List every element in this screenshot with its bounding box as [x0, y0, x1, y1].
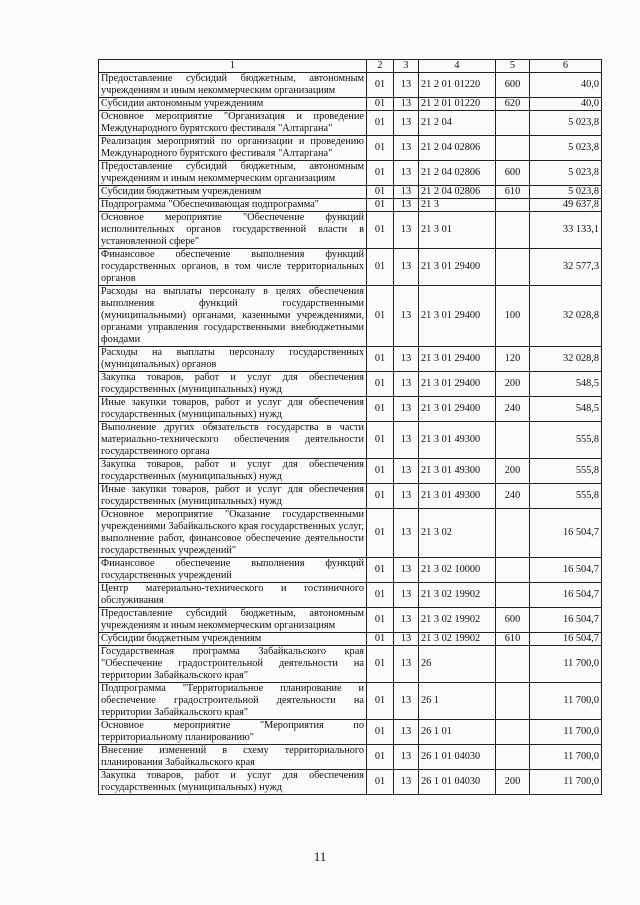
- table-row: [99, 98, 602, 111]
- row-target-code: 21 3 01 49300: [419, 484, 496, 509]
- row-amount: 40,0: [530, 73, 602, 98]
- row-target-code: 21 2 01 01220: [419, 98, 496, 111]
- row-expense-type: 610: [496, 186, 530, 199]
- row-expense-type: [496, 249, 530, 286]
- row-name: Предоставление субсидий бюджетным, автономным учреждениям и иным некоммерческим организациям: [99, 608, 367, 633]
- row-target-code: 26 1 01 04030: [419, 745, 496, 770]
- row-target-code: 21 3 01 49300: [419, 459, 496, 484]
- row-target-code: 21 3 01 29400: [419, 286, 496, 347]
- header-cell-pr: 3: [394, 60, 419, 73]
- row-name: Внесение изменений в схему территориального планирования Забайкальского края: [99, 745, 367, 770]
- row-target-code: 21 3 01 49300: [419, 422, 496, 459]
- table-row: [99, 683, 602, 720]
- row-name: Выполнение других обязательств государства в части материально-технического обеспечения деятельности государственного органа: [99, 422, 367, 459]
- row-name: Основное мероприятие "Оказание государственными учреждениями Забайкальского края государственных услуг, выполнение работ, финансовое обеспечение деятельности государственных учреждений": [99, 509, 367, 558]
- row-target-code: 21 2 04 02806: [419, 136, 496, 161]
- row-target-code: 21 3 02 19902: [419, 608, 496, 633]
- row-expense-type: 200: [496, 770, 530, 795]
- row-amount: 11 700,0: [530, 720, 602, 745]
- row-section: 01: [367, 583, 394, 608]
- header-cell-rz: 2: [367, 60, 394, 73]
- row-subsection: 13: [394, 111, 419, 136]
- row-section: 01: [367, 286, 394, 347]
- table-row: [99, 484, 602, 509]
- row-section: 01: [367, 509, 394, 558]
- row-name: Реализация мероприятий по организации и проведению Международного бурятского фестиваля "Алтаргана": [99, 136, 367, 161]
- table-row: [99, 136, 602, 161]
- row-target-code: 21 3: [419, 199, 496, 212]
- table-row: [99, 73, 602, 98]
- row-target-code: 26: [419, 646, 496, 683]
- table-row: [99, 186, 602, 199]
- table-row: [99, 459, 602, 484]
- row-section: 01: [367, 161, 394, 186]
- row-name: Расходы на выплаты персоналу государственных (муниципальных) органов: [99, 347, 367, 372]
- row-name: Основное мероприятие "Организация и проведение Международного бурятского фестиваля "Алтаргана": [99, 111, 367, 136]
- row-section: 01: [367, 372, 394, 397]
- row-name: Подпрограмма "Территориальное планирование и обеспечение градостроительной деятельности на территории Забайкальского края": [99, 683, 367, 720]
- row-name: Закупка товаров, работ и услуг для обеспечения государственных (муниципальных) нужд: [99, 770, 367, 795]
- row-subsection: 13: [394, 459, 419, 484]
- row-expense-type: [496, 646, 530, 683]
- row-subsection: 13: [394, 249, 419, 286]
- row-name: Субсидии автономным учреждениям: [99, 98, 367, 111]
- row-name: Расходы на выплаты персоналу в целях обеспечения выполнения функций государственными (муниципальными) органами, казенными учреждениями, органами управления государственными внебюджетными фондами: [99, 286, 367, 347]
- row-section: 01: [367, 608, 394, 633]
- row-amount: 555,8: [530, 459, 602, 484]
- budget-table: [98, 59, 602, 795]
- row-section: 01: [367, 745, 394, 770]
- header-row: [99, 60, 602, 73]
- header-cell-vr: 5: [496, 60, 530, 73]
- row-expense-type: [496, 199, 530, 212]
- row-amount: 16 504,7: [530, 608, 602, 633]
- row-expense-type: [496, 212, 530, 249]
- table-row: [99, 633, 602, 646]
- row-subsection: 13: [394, 161, 419, 186]
- table-row: [99, 608, 602, 633]
- row-section: 01: [367, 422, 394, 459]
- table-body: [99, 73, 602, 795]
- row-subsection: 13: [394, 136, 419, 161]
- row-expense-type: 600: [496, 608, 530, 633]
- header-cell-csr: 4: [419, 60, 496, 73]
- row-section: 01: [367, 186, 394, 199]
- row-section: 01: [367, 212, 394, 249]
- row-amount: 11 700,0: [530, 683, 602, 720]
- row-target-code: 21 3 02 19902: [419, 583, 496, 608]
- page-number: 11: [313, 849, 327, 864]
- row-subsection: 13: [394, 422, 419, 459]
- row-name: Иные закупки товаров, работ и услуг для обеспечения государственных (муниципальных) нужд: [99, 397, 367, 422]
- row-amount: 16 504,7: [530, 558, 602, 583]
- row-subsection: 13: [394, 683, 419, 720]
- row-expense-type: [496, 422, 530, 459]
- table-row: [99, 111, 602, 136]
- row-subsection: 13: [394, 98, 419, 111]
- row-expense-type: [496, 558, 530, 583]
- row-target-code: 21 3 02 19902: [419, 633, 496, 646]
- table-row: [99, 212, 602, 249]
- row-amount: 32 028,8: [530, 286, 602, 347]
- table-row: [99, 199, 602, 212]
- row-subsection: 13: [394, 646, 419, 683]
- row-subsection: 13: [394, 199, 419, 212]
- table-row: [99, 422, 602, 459]
- table-row: [99, 286, 602, 347]
- row-amount: 555,8: [530, 484, 602, 509]
- row-expense-type: 240: [496, 397, 530, 422]
- row-section: 01: [367, 199, 394, 212]
- row-section: 01: [367, 683, 394, 720]
- row-subsection: 13: [394, 608, 419, 633]
- row-subsection: 13: [394, 720, 419, 745]
- row-amount: 548,5: [530, 397, 602, 422]
- row-name: Предоставление субсидий бюджетным, автономным учреждениям и иным некоммерческим организациям: [99, 73, 367, 98]
- row-expense-type: 100: [496, 286, 530, 347]
- row-expense-type: [496, 720, 530, 745]
- row-amount: 11 700,0: [530, 646, 602, 683]
- row-subsection: 13: [394, 633, 419, 646]
- row-subsection: 13: [394, 745, 419, 770]
- row-subsection: 13: [394, 558, 419, 583]
- row-section: 01: [367, 558, 394, 583]
- row-target-code: 21 2 04 02806: [419, 186, 496, 199]
- row-expense-type: 240: [496, 484, 530, 509]
- table-row: [99, 372, 602, 397]
- row-section: 01: [367, 397, 394, 422]
- row-name: Субсидии бюджетным учреждениям: [99, 633, 367, 646]
- row-subsection: 13: [394, 212, 419, 249]
- table-row: [99, 397, 602, 422]
- row-expense-type: [496, 745, 530, 770]
- row-name: Государственная программа Забайкальского края "Обеспечение градостроительной деятельности на территории Забайкальского края": [99, 646, 367, 683]
- row-expense-type: [496, 136, 530, 161]
- row-target-code: 21 2 01 01220: [419, 73, 496, 98]
- row-expense-type: 600: [496, 161, 530, 186]
- row-amount: 5 023,8: [530, 136, 602, 161]
- row-section: 01: [367, 73, 394, 98]
- row-name: Закупка товаров, работ и услуг для обеспечения государственных (муниципальных) нужд: [99, 459, 367, 484]
- row-amount: 5 023,8: [530, 161, 602, 186]
- table-row: [99, 249, 602, 286]
- row-amount: 16 504,7: [530, 633, 602, 646]
- row-subsection: 13: [394, 347, 419, 372]
- row-amount: 5 023,8: [530, 186, 602, 199]
- row-expense-type: 120: [496, 347, 530, 372]
- row-amount: 32 577,3: [530, 249, 602, 286]
- table-row: [99, 745, 602, 770]
- table-row: [99, 347, 602, 372]
- table-row: [99, 558, 602, 583]
- row-amount: 11 700,0: [530, 745, 602, 770]
- row-target-code: 21 3 02: [419, 509, 496, 558]
- row-section: 01: [367, 249, 394, 286]
- row-section: 01: [367, 459, 394, 484]
- row-name: Иные закупки товаров, работ и услуг для обеспечения государственных (муниципальных) нужд: [99, 484, 367, 509]
- row-amount: 16 504,7: [530, 509, 602, 558]
- row-section: 01: [367, 111, 394, 136]
- row-expense-type: [496, 583, 530, 608]
- row-target-code: 21 2 04: [419, 111, 496, 136]
- row-target-code: 21 3 01 29400: [419, 249, 496, 286]
- row-amount: 32 028,8: [530, 347, 602, 372]
- row-subsection: 13: [394, 286, 419, 347]
- row-section: 01: [367, 633, 394, 646]
- row-subsection: 13: [394, 372, 419, 397]
- row-target-code: 21 2 04 02806: [419, 161, 496, 186]
- row-section: 01: [367, 484, 394, 509]
- row-amount: 11 700,0: [530, 770, 602, 795]
- row-expense-type: 620: [496, 98, 530, 111]
- table-row: [99, 770, 602, 795]
- row-target-code: 21 3 01 29400: [419, 347, 496, 372]
- header-cell-name: 1: [99, 60, 367, 73]
- row-amount: 16 504,7: [530, 583, 602, 608]
- row-name: Закупка товаров, работ и услуг для обеспечения государственных (муниципальных) нужд: [99, 372, 367, 397]
- row-subsection: 13: [394, 770, 419, 795]
- row-expense-type: 600: [496, 73, 530, 98]
- row-target-code: 26 1 01: [419, 720, 496, 745]
- row-subsection: 13: [394, 484, 419, 509]
- row-expense-type: 200: [496, 372, 530, 397]
- row-amount: 548,5: [530, 372, 602, 397]
- row-section: 01: [367, 720, 394, 745]
- row-name: Подпрограмма "Обеспечивающая подпрограмма": [99, 199, 367, 212]
- header-cell-sum: 6: [530, 60, 602, 73]
- row-target-code: 21 3 01 29400: [419, 372, 496, 397]
- row-target-code: 21 3 02 10000: [419, 558, 496, 583]
- table-row: [99, 161, 602, 186]
- row-amount: 5 023,8: [530, 111, 602, 136]
- row-amount: 555,8: [530, 422, 602, 459]
- row-amount: 49 637,8: [530, 199, 602, 212]
- row-name: Финансовое обеспечение выполнения функций государственных органов, в том числе территориальных органов: [99, 249, 367, 286]
- row-subsection: 13: [394, 583, 419, 608]
- row-section: 01: [367, 98, 394, 111]
- row-name: Центр материально-технического и гостиничного обслуживания: [99, 583, 367, 608]
- row-amount: 33 133,1: [530, 212, 602, 249]
- table-row: [99, 720, 602, 745]
- row-expense-type: 610: [496, 633, 530, 646]
- row-target-code: 21 3 01 29400: [419, 397, 496, 422]
- row-name: Предоставление субсидий бюджетным, автономным учреждениям и иным некоммерческим организациям: [99, 161, 367, 186]
- row-section: 01: [367, 646, 394, 683]
- row-subsection: 13: [394, 186, 419, 199]
- row-target-code: 26 1 01 04030: [419, 770, 496, 795]
- row-subsection: 13: [394, 397, 419, 422]
- row-expense-type: [496, 683, 530, 720]
- row-subsection: 13: [394, 509, 419, 558]
- row-amount: 40,0: [530, 98, 602, 111]
- row-name: Основное мероприятие "Мероприятия по территориальному планированию": [99, 720, 367, 745]
- row-name: Основное мероприятие "Обеспечение функций исполнительных органов государственной власти в установленной сфере": [99, 212, 367, 249]
- row-name: Финансовое обеспечение выполнения функций государственных учреждений: [99, 558, 367, 583]
- table-row: [99, 583, 602, 608]
- row-section: 01: [367, 770, 394, 795]
- row-name: Субсидии бюджетным учреждениям: [99, 186, 367, 199]
- row-expense-type: 200: [496, 459, 530, 484]
- row-subsection: 13: [394, 73, 419, 98]
- row-target-code: 26 1: [419, 683, 496, 720]
- row-section: 01: [367, 136, 394, 161]
- row-target-code: 21 3 01: [419, 212, 496, 249]
- table-row: [99, 509, 602, 558]
- row-expense-type: [496, 111, 530, 136]
- row-section: 01: [367, 347, 394, 372]
- table-row: [99, 646, 602, 683]
- row-expense-type: [496, 509, 530, 558]
